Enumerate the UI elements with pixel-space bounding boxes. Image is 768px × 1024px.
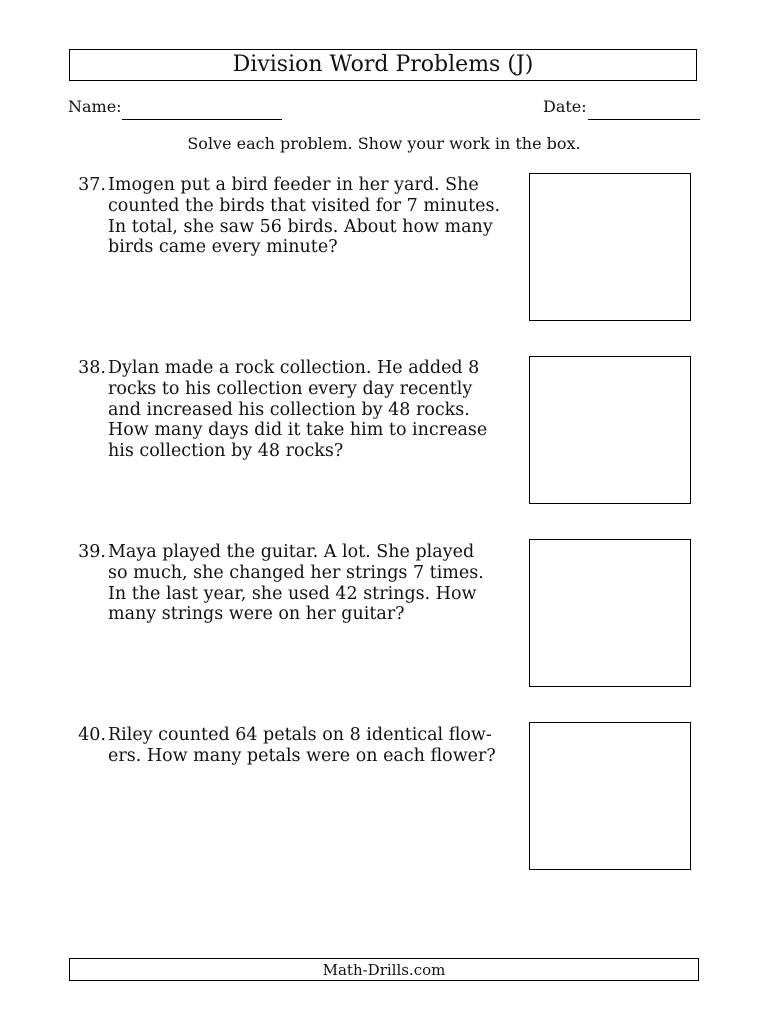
problem-line: his collection by 48 rocks? (108, 441, 344, 462)
problem-line: Maya played the guitar. A lot. She played (108, 542, 475, 562)
problem-text (108, 358, 504, 462)
problem-line: and increased his collection by 48 rocks. (108, 399, 470, 420)
problem-line: rocks to his collection every day recently (108, 378, 473, 399)
instructions: Solve each problem. Show your work in the box. (187, 134, 581, 153)
work-box-39 (529, 539, 691, 687)
name-field-line (122, 119, 282, 120)
worksheet-title (69, 49, 697, 81)
problem-number: 40. (78, 725, 106, 745)
problem-line: In the last year, she used 42 strings. How (108, 583, 477, 604)
problem-number: 38. (78, 358, 106, 378)
problem-line: In total, she saw 56 birds. About how many (108, 216, 493, 237)
date-label: Date: (543, 97, 587, 116)
problem-line: so much, she changed her strings 7 times. (108, 562, 484, 583)
problem-line: Dylan made a rock collection. He added 8 (108, 358, 480, 378)
problem-text (108, 175, 504, 258)
problem-number: 39. (78, 542, 106, 562)
work-box-38 (529, 356, 691, 504)
problem-number: 37. (78, 175, 106, 195)
worksheet-title-text: Division Word Problems (J) (232, 52, 534, 77)
problem-line: birds came every minute? (108, 237, 338, 258)
work-box-40 (529, 722, 691, 870)
name-label: Name: (68, 97, 122, 116)
problem-line: counted the birds that visited for 7 minutes. (108, 195, 501, 216)
problem-line: Riley counted 64 petals on 8 identical flow- (108, 725, 492, 745)
date-field-line (588, 119, 700, 120)
problem-line: How many days did it take him to increase (108, 420, 488, 441)
footer-text: Math-Drills.com (322, 960, 446, 979)
problem-line: many strings were on her guitar? (108, 604, 405, 625)
footer (69, 958, 699, 981)
problem-line: Imogen put a bird feeder in her yard. She (108, 175, 479, 195)
problem-text (108, 542, 504, 625)
work-box-37 (529, 173, 691, 321)
problem-text (108, 725, 504, 767)
problem-line: ers. How many petals were on each flower? (108, 745, 496, 766)
